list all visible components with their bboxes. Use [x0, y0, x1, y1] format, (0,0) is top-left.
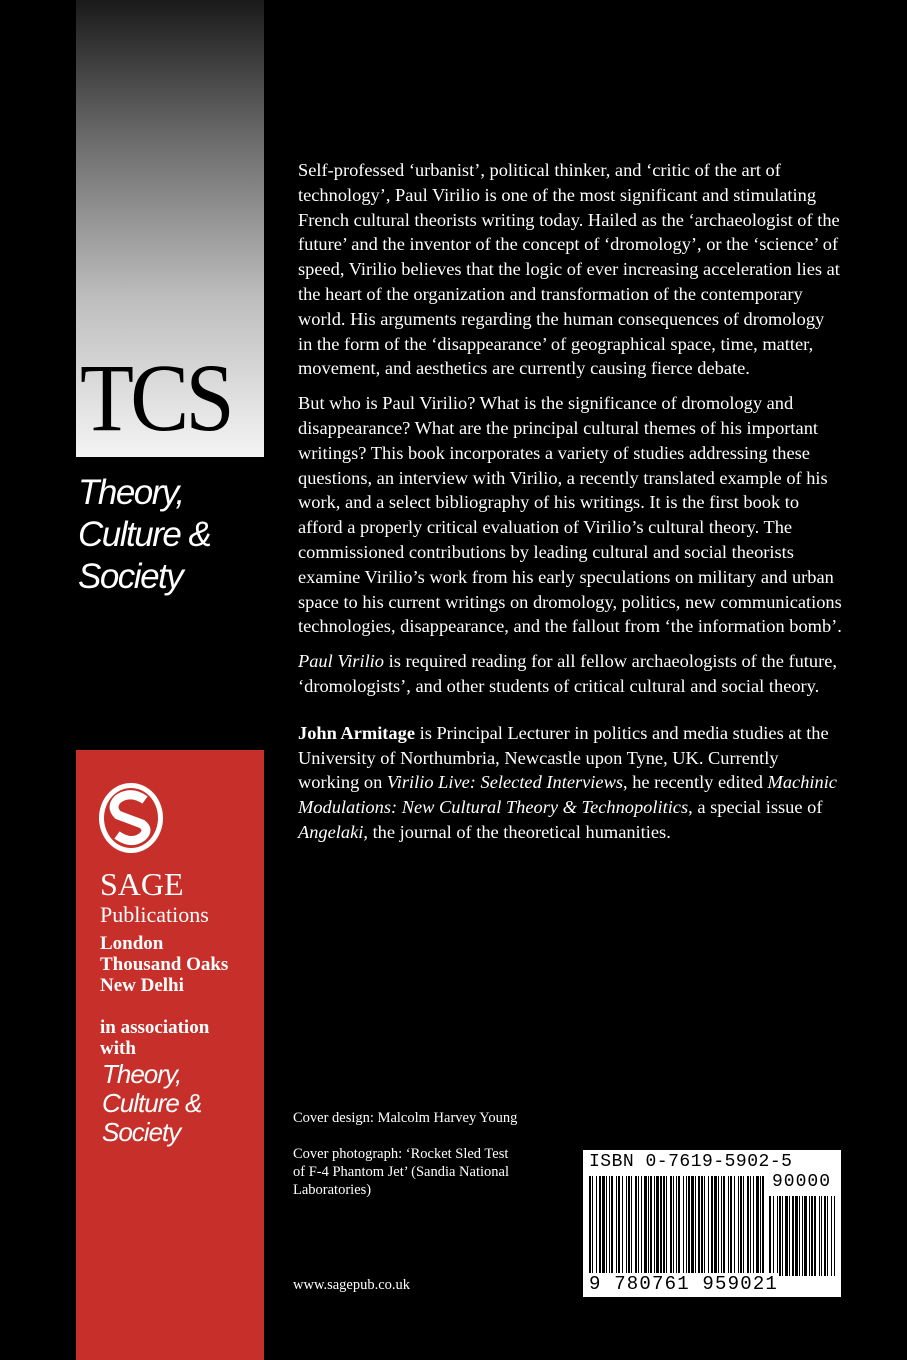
cover-photo-credit: Cover photograph: ‘Rocket Sled Test of F-4 Phantom Jet’ (Sandia National Laboratories)	[293, 1146, 509, 1198]
city: London	[100, 933, 164, 954]
series-title-line: Culture &	[78, 515, 211, 554]
city: New Delhi	[100, 975, 184, 996]
series-line: Culture &	[102, 1088, 202, 1118]
description-paragraph: Paul Virilio is required reading for all fellow archaeologists of the future, ‘dromologists’, and other students of critical cultural and social theory.	[298, 651, 837, 696]
city: Thousand Oaks	[100, 954, 229, 975]
ean-number: 9 780761 959021	[589, 1273, 779, 1295]
cover-design-credit: Cover design: Malcolm Harvey Young	[293, 1110, 518, 1126]
publisher-subtitle: Publications	[100, 902, 209, 927]
sage-logo-icon	[96, 780, 166, 856]
book-description	[298, 158, 843, 855]
author-name: John Armitage	[298, 722, 415, 743]
association-note	[100, 1017, 209, 1059]
description-paragraph: But who is Paul Virilio? What is the significance of dromology and disappearance? What are the principal cultural themes of his important writings? This book incorporates a variety of studies addressing these questions, an interview with Virilio, a recently translated example of his work, and a select bibliography of his writings. It is the first book to afford a properly critical evaluation of Virilio’s cultural theory. The commissioned contributions by leading cultural and social theorists examine Virilio’s work from his early speculations on military and urban space to his current writings on dromology, politics, new communications technologies, disappearance, and the fallout from ‘the information bomb’.	[298, 393, 842, 637]
book-title: Paul Virilio	[298, 651, 384, 672]
publisher-name: SAGE	[100, 866, 184, 902]
series-line: Theory,	[102, 1059, 182, 1089]
description-paragraph: Self-professed ‘urbanist’, political thinker, and ‘critic of the art of technology’, Paul Virilio is one of the most significant and stimulating French cultural theorists writing today. Hailed as the ‘archaeologist of the future’ and the inventor of the concept of ‘dromology’, or the ‘science’ of speed, Virilio believes that the logic of ever increasing acceleration lies at the heart of the organization and transformation of the contemporary world. His arguments regarding the human consequences of dromology in the form of the ‘disappearance’ of geographical space, time, matter, movement, and aesthetics are currently causing fierce debate.	[298, 160, 840, 379]
price-code: 90000	[771, 1172, 831, 1192]
series-title	[78, 472, 288, 598]
tcs-logo: TCS	[80, 344, 231, 451]
association-line: in association	[100, 1017, 210, 1038]
publisher-series-title	[102, 1060, 201, 1147]
series-line: Society	[102, 1117, 181, 1147]
author-bio: John Armitage is Principal Lecturer in politics and media studies at the University of Northumbria, Newcastle upon Tyne, UK. Currently working on Virilio Live: Selected Interviews, he recently edited Machinic Modulations: New Cultural Theory & Technopolitics, a special issue of Angelaki, the journal of the theoretical humanities.	[298, 722, 837, 842]
website-link[interactable]: www.sagepub.co.uk	[293, 1277, 411, 1293]
association-line: with	[100, 1038, 136, 1059]
series-title-line: Society	[78, 557, 183, 596]
isbn-number: ISBN 0-7619-5902-5	[589, 1152, 793, 1172]
series-title-line: Theory,	[78, 473, 184, 512]
publisher-cities	[100, 933, 228, 996]
isbn-barcode	[583, 1150, 841, 1297]
